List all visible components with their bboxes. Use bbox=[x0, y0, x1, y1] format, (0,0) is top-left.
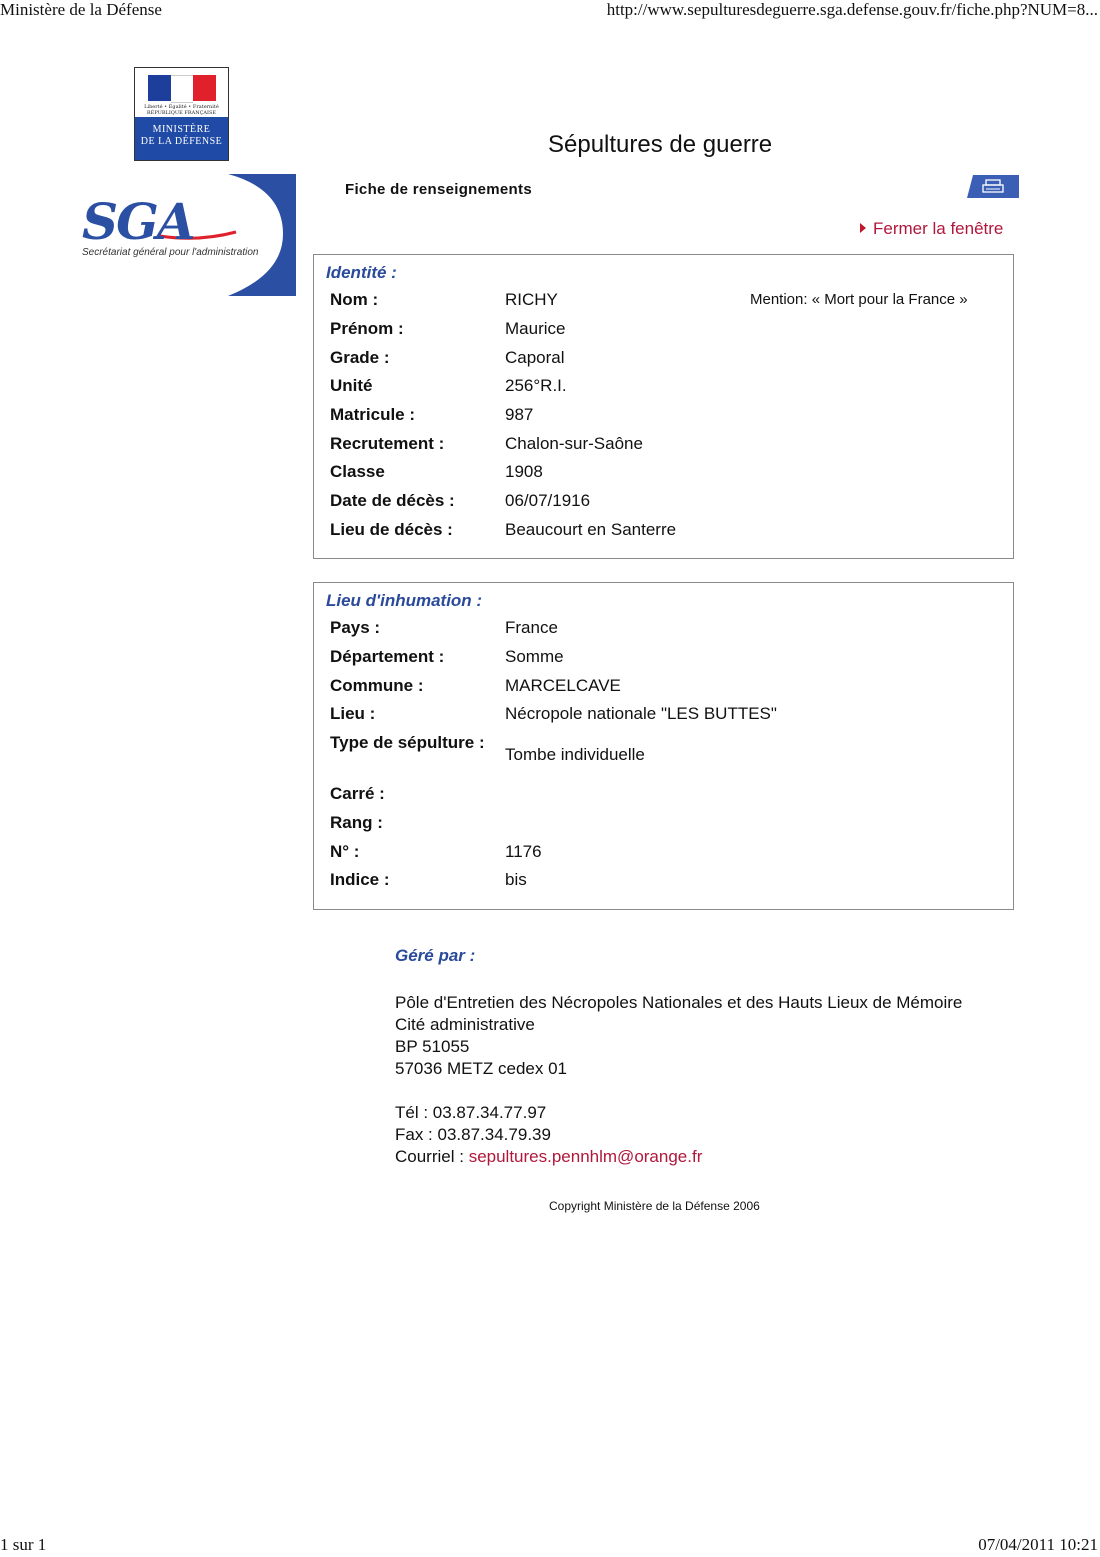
inhumation-heading: Lieu d'inhumation : bbox=[326, 591, 483, 610]
courriel-label: Courriel : bbox=[395, 1147, 469, 1166]
courriel-line bbox=[395, 1146, 1035, 1168]
close-window-label: Fermer la fenêtre bbox=[873, 219, 1004, 238]
sga-logo bbox=[78, 174, 296, 296]
gere-par-section bbox=[395, 946, 1035, 1168]
ministere-defense-logo bbox=[134, 67, 229, 161]
page-count: 1 sur 1 bbox=[0, 1535, 47, 1554]
address-line: Cité administrative bbox=[395, 1015, 535, 1034]
address-line: 57036 METZ cedex 01 bbox=[395, 1059, 567, 1078]
site-title: Sépultures de guerre bbox=[548, 131, 773, 158]
print-header bbox=[0, 0, 1100, 22]
sga-letters: SGA bbox=[82, 192, 194, 251]
print-button[interactable] bbox=[967, 175, 1019, 198]
address-line: Pôle d'Entretien des Nécropoles Nationales et des Hauts Lieux de Mémoire bbox=[395, 993, 963, 1012]
print-header-title: Ministère de la Défense bbox=[0, 0, 162, 19]
close-window-link[interactable] bbox=[860, 219, 1003, 239]
print-datetime: 07/04/2011 10:21 bbox=[978, 1535, 1098, 1554]
printer-icon bbox=[967, 175, 1019, 198]
copyright: Copyright Ministère de la Défense 2006 bbox=[549, 1199, 760, 1213]
courriel-link[interactable]: sepultures.pennhlm@orange.fr bbox=[468, 1147, 703, 1166]
fiche-title: Fiche de renseignements bbox=[345, 181, 532, 198]
ministere-band bbox=[135, 117, 228, 160]
gere-par-heading: Géré par : bbox=[395, 946, 476, 965]
tel-line: Tél : 03.87.34.77.97 bbox=[395, 1103, 547, 1122]
ministere-line1: MINISTÈRE bbox=[152, 124, 211, 135]
fax-line: Fax : 03.87.34.79.39 bbox=[395, 1125, 551, 1144]
sga-subtitle: Secrétariat général pour l'administration bbox=[82, 247, 259, 258]
french-flag-icon bbox=[148, 75, 216, 101]
print-header-url: http://www.sepulturesdeguerre.sga.defense.gouv.fr/fiche.php?NUM=8... bbox=[606, 0, 1098, 19]
inhumation-panel: Lieu d'inhumation : Pays : France Département : Somme Commune : MARCELCAVE Lieu : Nécropole nationale "LES BUTTES" Type de sépulture : Tombe individuelle Carré : Rang : N° : 1176 Indice : bis bbox=[313, 582, 1014, 910]
identite-panel: Identité : Nom : RICHY Mention: « Mort pour la France » Prénom : Maurice Grade : Caporal Unité 256°R.I. Matricule : 987 Recrutement : Chalon-sur-Saône Classe 1908 Date de décès : 06/07/1916 Lieu de décès : Beaucourt en Santerre bbox=[313, 254, 1014, 559]
republique-devise: Liberté • Égalité • Fraternité RÉPUBLIQUE FRANÇAISE bbox=[144, 104, 219, 116]
identite-heading: Identité : bbox=[326, 263, 397, 282]
print-footer bbox=[0, 1535, 1100, 1557]
ministere-line2: DE LA DÉFENSE bbox=[140, 136, 223, 147]
address-line: BP 51055 bbox=[395, 1037, 470, 1056]
mention-text: Mention: « Mort pour la France » bbox=[750, 291, 968, 308]
arrow-right-icon bbox=[860, 223, 866, 233]
